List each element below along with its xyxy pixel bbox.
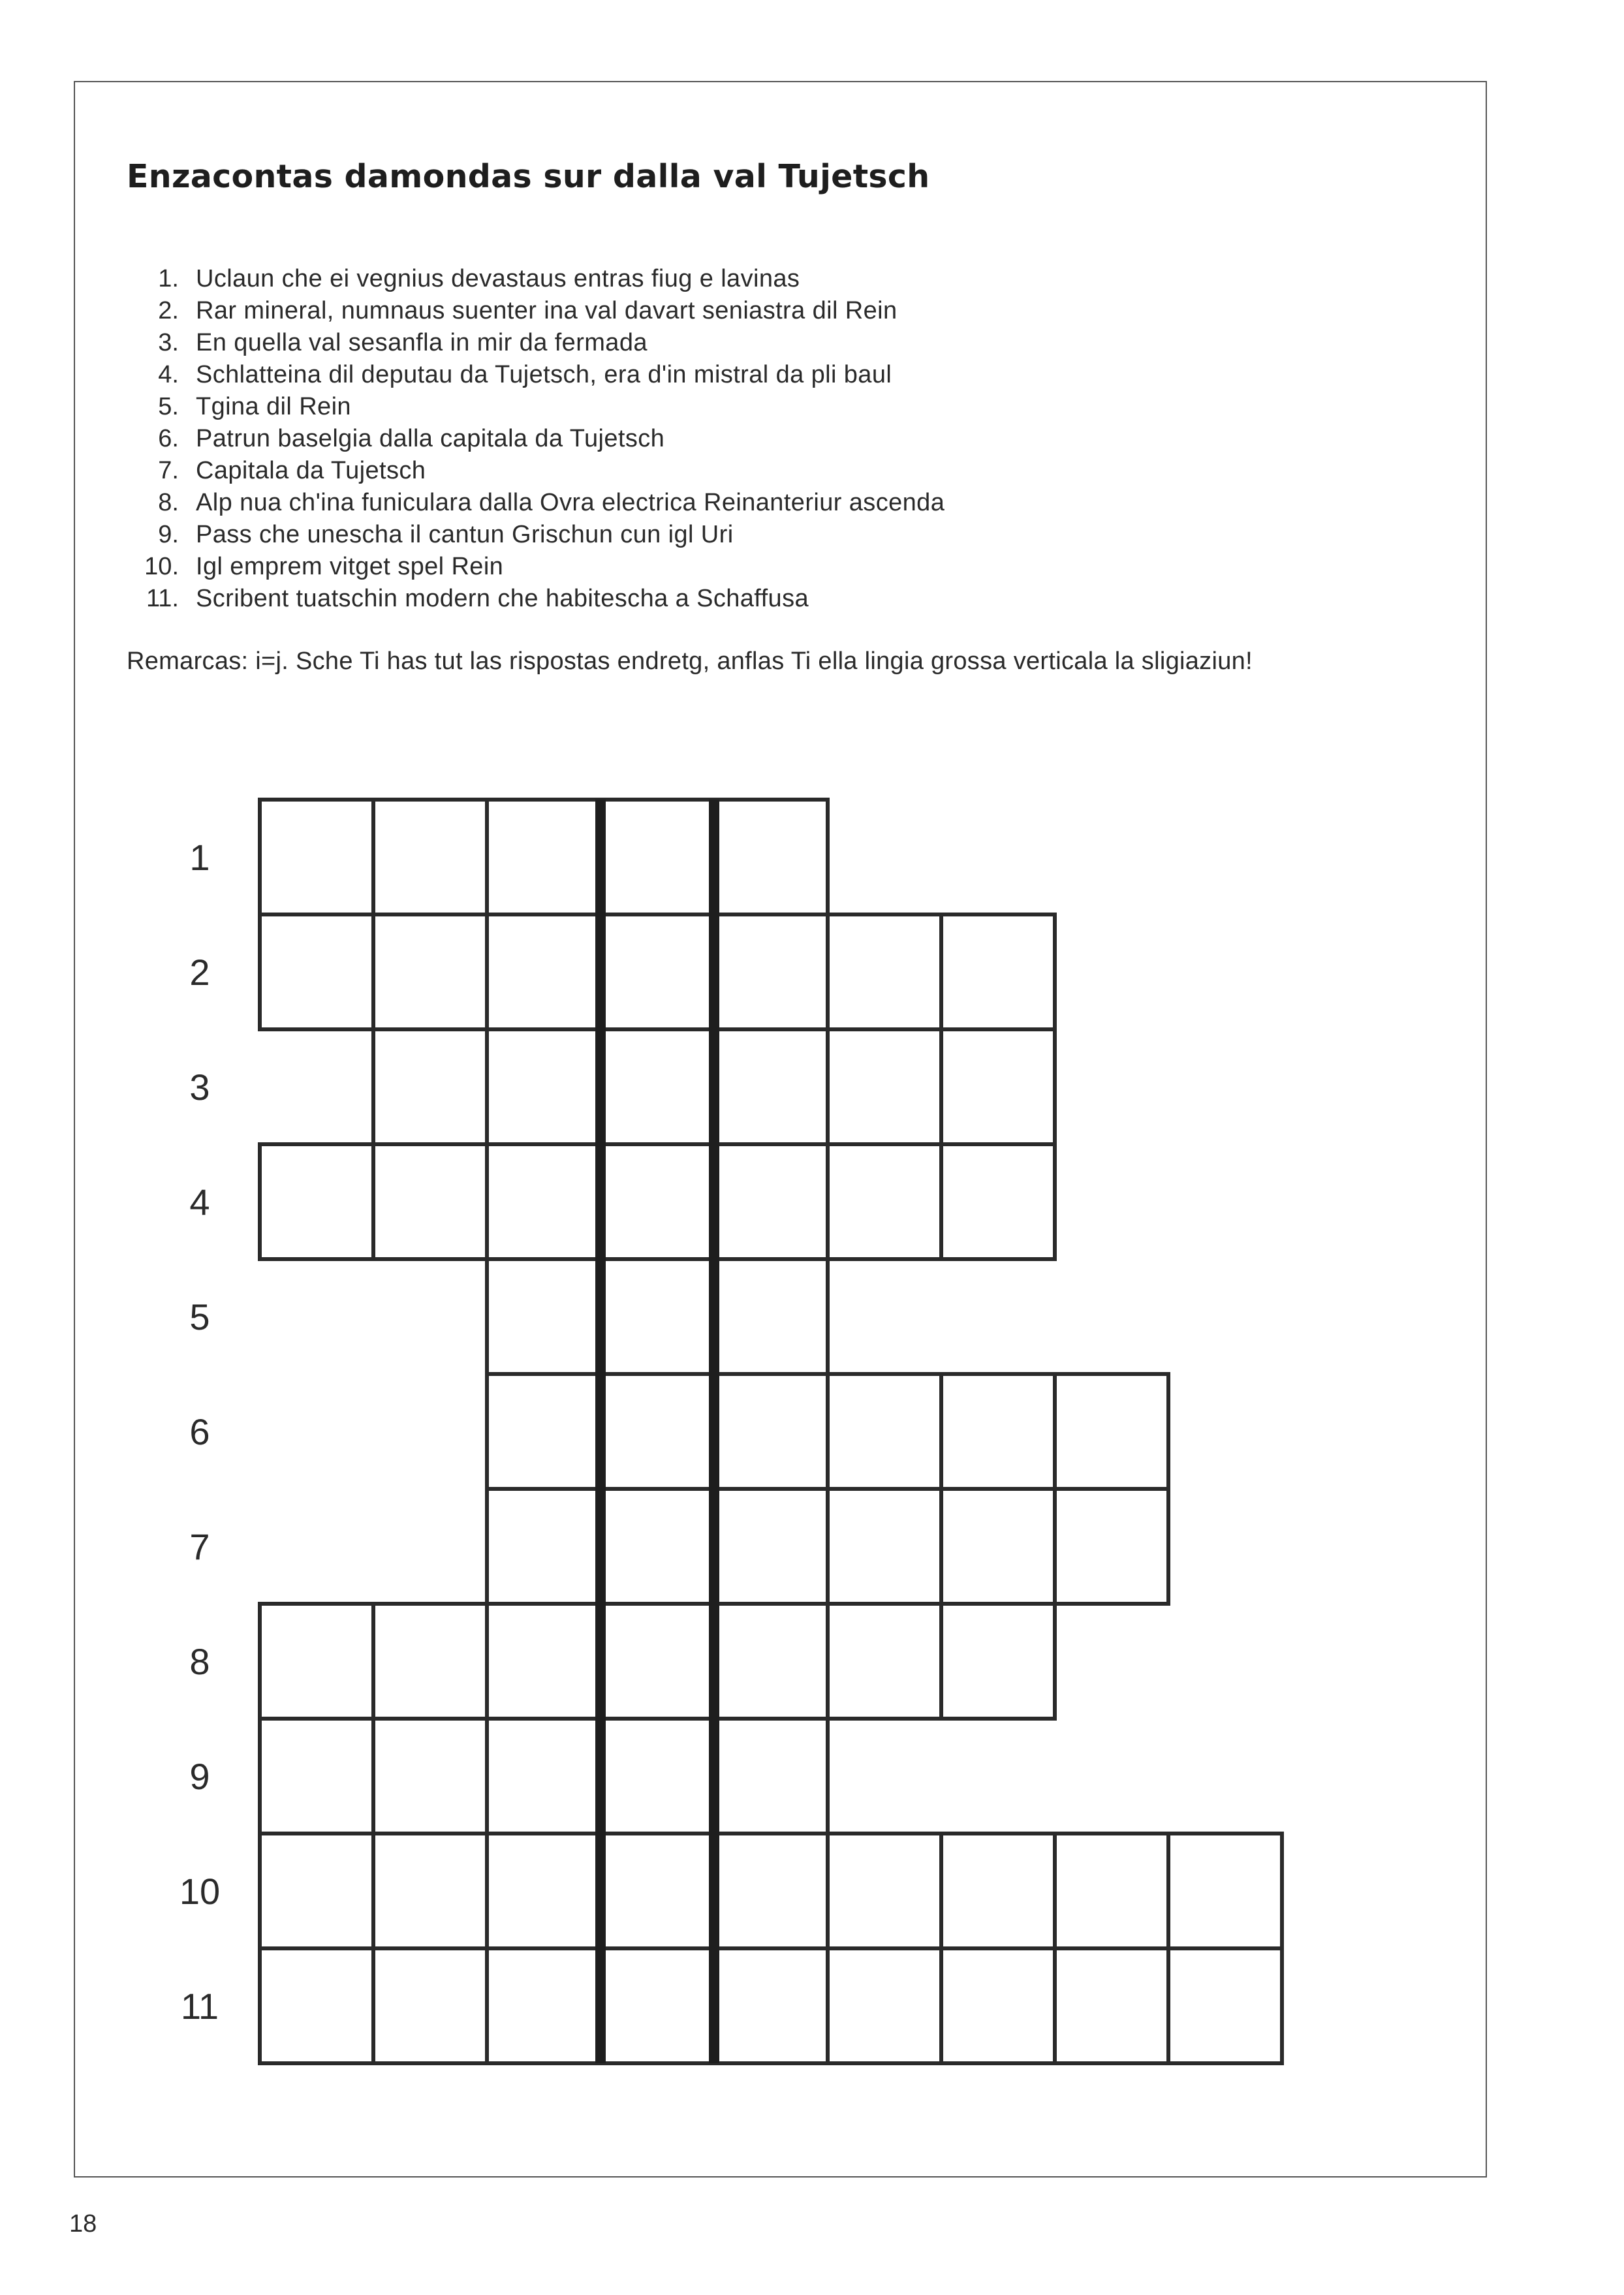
crossword-cell[interactable]	[487, 1259, 601, 1374]
clue-text: Igl emprem vitget spel Rein	[196, 553, 504, 580]
crossword-cell[interactable]	[941, 1604, 1055, 1719]
crossword-row-1	[260, 800, 828, 914]
crossword-cell[interactable]	[373, 1144, 487, 1259]
crossword-cell[interactable]	[487, 1489, 601, 1604]
row-number-label: 5	[189, 1296, 210, 1337]
row-number-label: 8	[189, 1641, 210, 1682]
crossword-cell[interactable]	[601, 1374, 714, 1489]
crossword-cell[interactable]	[487, 1374, 601, 1489]
crossword-row-8	[260, 1604, 1055, 1719]
clue-text: Schlatteina dil deputau da Tujetsch, era d'in mistral da pli baul	[196, 361, 892, 388]
crossword-row-5	[487, 1259, 828, 1374]
row-number-label: 10	[179, 1871, 221, 1912]
clue-text: Scribent tuatschin modern che habitescha a Schaffusa	[196, 585, 809, 612]
crossword-cell[interactable]	[487, 1719, 601, 1834]
crossword-row-10	[260, 1834, 1282, 1948]
row-number-label: 9	[189, 1756, 210, 1797]
crossword-cell[interactable]	[714, 1948, 828, 2063]
clue-text: Tgina dil Rein	[196, 393, 351, 420]
clue-number: 9.	[158, 521, 179, 548]
crossword-cell[interactable]	[373, 1948, 487, 2063]
clue-number: 1.	[158, 265, 179, 292]
clue-number: 7.	[158, 457, 179, 484]
crossword-cell[interactable]	[373, 800, 487, 914]
crossword-row-2	[260, 914, 1055, 1029]
crossword-cell[interactable]	[714, 1144, 828, 1259]
crossword-cell[interactable]	[601, 1489, 714, 1604]
clue-text: Uclaun che ei vegnius devastaus entras fiug e lavinas	[196, 265, 800, 292]
crossword-cell[interactable]	[828, 1948, 941, 2063]
clue-text: Rar mineral, numnaus suenter ina val davart seniastra dil Rein	[196, 297, 898, 324]
clue-text: Pass che unescha il cantun Grischun cun igl Uri	[196, 521, 734, 548]
clue-number: 11.	[146, 585, 179, 612]
crossword-cell[interactable]	[714, 1604, 828, 1719]
crossword-row-11	[260, 1948, 1282, 2063]
crossword-cell[interactable]	[487, 1834, 601, 1948]
crossword-cell[interactable]	[601, 1029, 714, 1144]
crossword-cell[interactable]	[941, 1144, 1055, 1259]
crossword-cell[interactable]	[373, 1029, 487, 1144]
crossword-cell[interactable]	[487, 1144, 601, 1259]
crossword-cell[interactable]	[828, 1604, 941, 1719]
row-number-label: 1	[189, 837, 210, 878]
crossword-cell[interactable]	[1055, 1948, 1168, 2063]
crossword-cell[interactable]	[714, 1489, 828, 1604]
crossword-cell[interactable]	[487, 1604, 601, 1719]
crossword-cell[interactable]	[1055, 1834, 1168, 1948]
crossword-cell[interactable]	[373, 1834, 487, 1948]
clue-number: 6.	[158, 425, 179, 452]
crossword-row-7	[487, 1489, 1168, 1604]
crossword-cell[interactable]	[1055, 1374, 1168, 1489]
crossword-cell[interactable]	[260, 1834, 373, 1948]
crossword-cell[interactable]	[601, 1604, 714, 1719]
crossword-cell[interactable]	[941, 1834, 1055, 1948]
clue-number: 5.	[158, 393, 179, 420]
crossword-cell[interactable]	[601, 914, 714, 1029]
crossword-cell[interactable]	[601, 1834, 714, 1948]
clue-text: Capitala da Tujetsch	[196, 457, 426, 484]
crossword-cell[interactable]	[828, 1029, 941, 1144]
crossword-cell[interactable]	[601, 1259, 714, 1374]
crossword-cell[interactable]	[601, 800, 714, 914]
row-number-label: 4	[189, 1181, 210, 1223]
row-number-label: 7	[189, 1526, 210, 1567]
clue-text: Patrun baselgia dalla capitala da Tujetsch	[196, 425, 665, 452]
crossword-cell[interactable]	[373, 914, 487, 1029]
crossword-cell[interactable]	[1055, 1489, 1168, 1604]
crossword-cell[interactable]	[941, 1948, 1055, 2063]
row-number-label: 11	[180, 1986, 219, 2027]
clue-number: 10.	[144, 553, 179, 580]
crossword-cell[interactable]	[714, 1834, 828, 1948]
crossword-cell[interactable]	[601, 1719, 714, 1834]
clue-number: 8.	[158, 489, 179, 516]
crossword-cell[interactable]	[828, 1489, 941, 1604]
crossword-cell[interactable]	[260, 1719, 373, 1834]
crossword-cell[interactable]	[714, 914, 828, 1029]
crossword-cell[interactable]	[260, 914, 373, 1029]
crossword-cell[interactable]	[714, 800, 828, 914]
row-number-label: 6	[189, 1411, 210, 1452]
crossword-cell[interactable]	[714, 1719, 828, 1834]
crossword-cell[interactable]	[941, 1374, 1055, 1489]
crossword-cell[interactable]	[941, 1029, 1055, 1144]
crossword-cell[interactable]	[601, 1948, 714, 2063]
crossword-cell[interactable]	[373, 1604, 487, 1719]
crossword-cell[interactable]	[941, 1489, 1055, 1604]
crossword-cell[interactable]	[714, 1374, 828, 1489]
crossword-row-6	[487, 1374, 1168, 1489]
crossword-cell[interactable]	[487, 1948, 601, 2063]
crossword-cell[interactable]	[714, 1259, 828, 1374]
crossword-cell[interactable]	[487, 1029, 601, 1144]
clue-text: En quella val sesanfla in mir da fermada	[196, 329, 648, 356]
crossword-cell[interactable]	[260, 1948, 373, 2063]
clue-number: 4.	[158, 361, 179, 388]
crossword-cell[interactable]	[828, 914, 941, 1029]
crossword-cell[interactable]	[260, 1144, 373, 1259]
crossword-cell[interactable]	[373, 1719, 487, 1834]
crossword-cell[interactable]	[828, 1144, 941, 1259]
page-number: 18	[69, 2210, 97, 2238]
page-title: Enzacontas damondas sur dalla val Tujetsch	[127, 158, 930, 195]
crossword-cell[interactable]	[487, 914, 601, 1029]
clue-text: Alp nua ch'ina funiculara dalla Ovra electrica Reinanteriur ascenda	[196, 489, 945, 516]
crossword-cell[interactable]	[1168, 1948, 1282, 2063]
clue-number: 2.	[158, 297, 179, 324]
crossword-row-9	[260, 1719, 828, 1834]
crossword-cell[interactable]	[828, 1374, 941, 1489]
crossword-cell[interactable]	[714, 1029, 828, 1144]
crossword-cell[interactable]	[487, 800, 601, 914]
crossword-row-4	[260, 1144, 1055, 1259]
crossword-cell[interactable]	[601, 1144, 714, 1259]
clue-number: 3.	[158, 329, 179, 356]
crossword-cell[interactable]	[941, 914, 1055, 1029]
row-number-label: 2	[189, 952, 210, 993]
crossword-cell[interactable]	[260, 1604, 373, 1719]
row-number-label: 3	[189, 1067, 210, 1108]
crossword-cell[interactable]	[1168, 1834, 1282, 1948]
remark-text: Remarcas: i=j. Sche Ti has tut las rispostas endretg, anflas Ti ella lingia grossa verticala la sligiaziun!	[127, 648, 1253, 675]
crossword-cell[interactable]	[260, 800, 373, 914]
crossword-cell[interactable]	[828, 1834, 941, 1948]
